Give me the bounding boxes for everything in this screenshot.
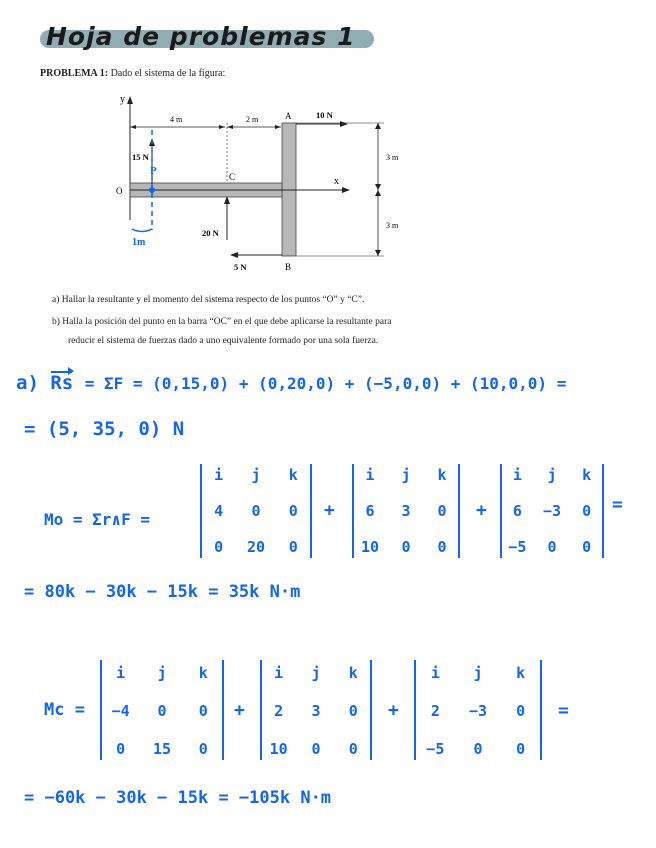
title-block [38,22,376,54]
dim-2m-label: 2 m [246,115,259,124]
dim-4m-label: 4 m [170,115,183,124]
det-cell: −3 [468,702,488,720]
det-cell: 0 [582,502,592,520]
det-row [414,702,542,720]
mc-determinant-3 [414,660,542,760]
det-row [500,466,604,484]
det-row [500,538,604,556]
det-cell: 4 [214,502,224,520]
det-cell: 6 [512,502,522,520]
y-axis-arrow [127,96,133,104]
det-cell: 2 [430,702,440,720]
det-cell: 0 [437,502,447,520]
det-cell: i [116,664,126,682]
det-cell: i [274,664,284,682]
mc-determinant-1 [100,660,224,760]
det-cell: k [437,466,447,484]
det-row [100,702,224,720]
det-row [414,740,542,758]
item-b-continuation: reducir el sistema de fuerzas dado a uno equivalente formado por una sola fuerza. [68,336,379,346]
plus-sign: + [476,500,487,521]
det-cell: j [251,466,261,484]
resultant-vector-label: Rs [50,372,74,394]
det-cell: 0 [348,702,358,720]
det-cell: j [311,664,321,682]
det-cell: i [430,664,440,682]
det-cell: −5 [508,538,527,556]
det-row [414,664,542,682]
det-cell: 0 [214,538,224,556]
dim-3m-bottom-label: 3 m [386,221,399,230]
det-cell: −4 [111,702,130,720]
mo-determinant-1 [200,464,312,558]
force-10n-arrow [340,121,348,127]
det-row [260,664,372,682]
det-cell: 0 [116,740,126,758]
det-cell: 6 [365,502,375,520]
dim-arrow [375,250,381,256]
det-cell: 0 [516,740,526,758]
y-axis-label: y [120,94,125,105]
det-row [260,702,372,720]
dim-arrow [375,123,381,129]
det-cell: k [348,664,358,682]
det-row [352,502,460,520]
equals-sign: = [558,700,569,721]
det-row [352,466,460,484]
det-row [100,740,224,758]
resultant-sum: = ΣF = (0,15,0) + (0,20,0) + (−5,0,0) + (10,0,0) = [84,374,567,393]
solution-a-line [16,372,566,394]
x-axis-arrow [342,187,350,193]
force-5n-arrow [230,252,238,258]
hw-p-label: P [150,165,157,177]
det-cell: 0 [198,740,208,758]
dim-arrow [130,125,136,129]
det-cell: k [582,466,592,484]
dim-3m-top-label: 3 m [386,153,399,162]
det-cell: 20 [246,538,266,556]
problem-statement [40,68,225,79]
point-a-label: A [285,111,292,121]
det-cell: 0 [547,538,557,556]
page-title: Hoja de problemas 1 [46,22,356,51]
item-b-text: b) Halla la posición del punto en la barra “OC” en el que debe aplicarse la resultante para [52,317,392,327]
mc-determinant-2 [260,660,372,760]
det-cell: 0 [198,702,208,720]
det-cell: k [198,664,208,682]
det-cell: 0 [473,740,483,758]
det-cell: 3 [311,702,321,720]
plus-sign: + [324,500,335,521]
det-row [200,502,312,520]
det-row [200,538,312,556]
det-cell: 0 [157,702,167,720]
force-5n-label: 5 N [234,262,247,272]
det-cell: 0 [401,538,411,556]
dim-arrow [219,125,225,129]
det-cell: i [214,466,224,484]
plus-sign: + [234,700,245,721]
moment-c-label: Mc = [44,700,85,720]
plus-sign: + [388,700,399,721]
det-cell: j [547,466,557,484]
hw-brace [132,229,152,232]
dim-arrow [227,125,233,129]
det-cell: 0 [288,502,298,520]
det-cell: 0 [311,740,321,758]
det-cell: j [473,664,483,682]
dim-arrow [275,125,281,129]
det-cell: k [288,466,298,484]
dim-arrow [375,184,381,190]
force-20n-label: 20 N [202,228,219,238]
det-row [500,502,604,520]
det-cell: k [516,664,526,682]
resultant-result: = (5, 35, 0) N [24,418,185,440]
det-cell: 0 [348,740,358,758]
det-row [200,466,312,484]
mo-determinant-2 [352,464,460,558]
mo-determinant-3 [500,464,604,558]
det-cell: 15 [152,740,172,758]
det-row [260,740,372,758]
point-b-label: B [285,262,292,272]
item-a-text: a) Hallar la resultante y el momento del sistema respecto de los puntos “O” y “C”. [52,295,365,305]
problem-text: Dado el sistema de la figura: [110,68,226,79]
det-cell: i [365,466,375,484]
det-cell: j [157,664,167,682]
det-cell: 0 [288,538,298,556]
origin-label: O [116,186,123,196]
det-cell: 0 [582,538,592,556]
force-10n-label: 10 N [316,110,333,120]
det-row [100,664,224,682]
moment-o-result: = 80k − 30k − 15k = 35k N·m [24,582,301,602]
mechanics-figure [108,90,408,278]
det-cell: 0 [251,502,261,520]
point-c-label: C [229,172,236,182]
hw-1m-label: 1m [132,237,146,248]
force-15n-label: 15 N [132,152,149,162]
det-cell: −3 [542,502,562,520]
det-cell: 2 [274,702,284,720]
det-cell: 0 [516,702,526,720]
det-cell: −5 [426,740,445,758]
det-cell: i [512,466,522,484]
hw-point-p [149,187,155,193]
x-axis-label: x [334,176,339,187]
det-cell: 10 [360,538,380,556]
det-cell: 10 [269,740,288,758]
moment-c-result: = −60k − 30k − 15k = −105k N·m [24,788,332,808]
equals-sign: = [612,494,623,515]
problem-label: PROBLEMA 1: [40,68,109,79]
part-a-label: a) [16,372,39,394]
det-cell: j [401,466,411,484]
dim-arrow [375,190,381,196]
det-cell: 3 [401,502,411,520]
det-cell: 0 [437,538,447,556]
det-row [352,538,460,556]
moment-o-label: Mo = Σr∧F = [44,510,150,529]
